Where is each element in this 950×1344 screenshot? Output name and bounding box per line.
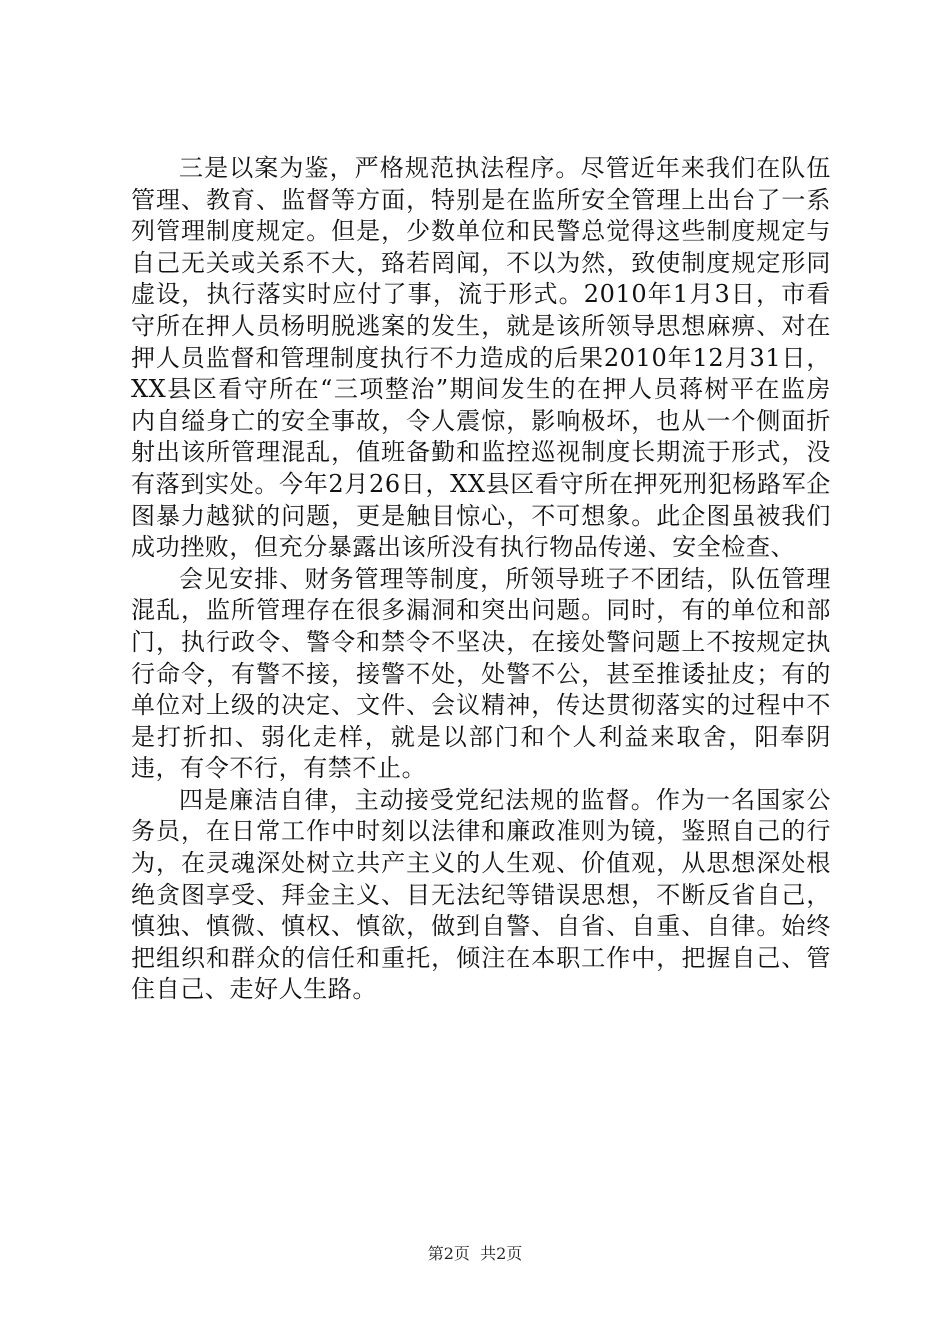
document-body	[131, 153, 831, 1006]
paragraph-case-lessons: 三是以案为鉴，严格规范执法程序。尽管近年来我们在队伍管理、教育、监督等方面，特别是在监所安全管理上出台了一系列管理制度规定。但是，少数单位和民警总觉得这些制度规定与自己无关或关系不大，臵若罔闻，不以为然，致使制度规定形同虚设，执行落实时应付了事，流于形式。2010年1月3日，市看守所在押人员杨明脱逃案的发生，就是该所领导思想麻痹、对在押人员监督和管理制度执行不力造成的后果2010年12月31日，XX县区看守所在“三项整治”期间发生的在押人员蒋树平在监房内自缢身亡的安全事故，令人震惊，影响极坏，也从一个侧面折射出该所管理混乱，值班备勤和监控巡视制度长期流于形式，没有落到实处。今年2月26日，XX县区看守所在押死刑犯杨路军企图暴力越狱的问题，更是触目惊心，不可想象。此企图虽被我们成功挫败，但充分暴露出该所没有执行物品传递、安全检查、	[131, 154, 831, 562]
page-total: 共2页	[480, 1244, 523, 1263]
paragraph-self-discipline: 四是廉洁自律，主动接受党纪法规的监督。作为一名国家公务员，在日常工作中时刻以法律和廉政准则为镜，鉴照自己的行为，在灵魂深处树立共产主义的人生观、价值观，从思想深处根绝贪图享受、拜金主义、目无法纪等错误思想，不断反省自己，慎独、慎微、慎权、慎欲，做到自警、自省、自重、自律。始终把组织和群众的信任和重托，倾注在本职工作中，把握自己、管住自己、走好人生路。	[131, 785, 831, 1004]
paragraph-management-issues: 会见安排、财务管理等制度，所领导班子不团结，队伍管理混乱，监所管理存在很多漏洞和突出问题。同时，有的单位和部门，执行政令、警令和禁令不坚决，在接处警问题上不按规定执行命令，有警不接，接警不处，处警不公，甚至推诿扯皮；有的单位对上级的决定、文件、会议精神，传达贯彻落实的过程中不是打折扣、弱化走样，就是以部门和个人利益来取舍，阳奉阴违，有令不行，有禁不止。	[131, 564, 831, 783]
page-footer	[0, 1244, 950, 1264]
page-number: 第2页	[427, 1244, 470, 1263]
footer-spacer	[470, 1244, 480, 1263]
